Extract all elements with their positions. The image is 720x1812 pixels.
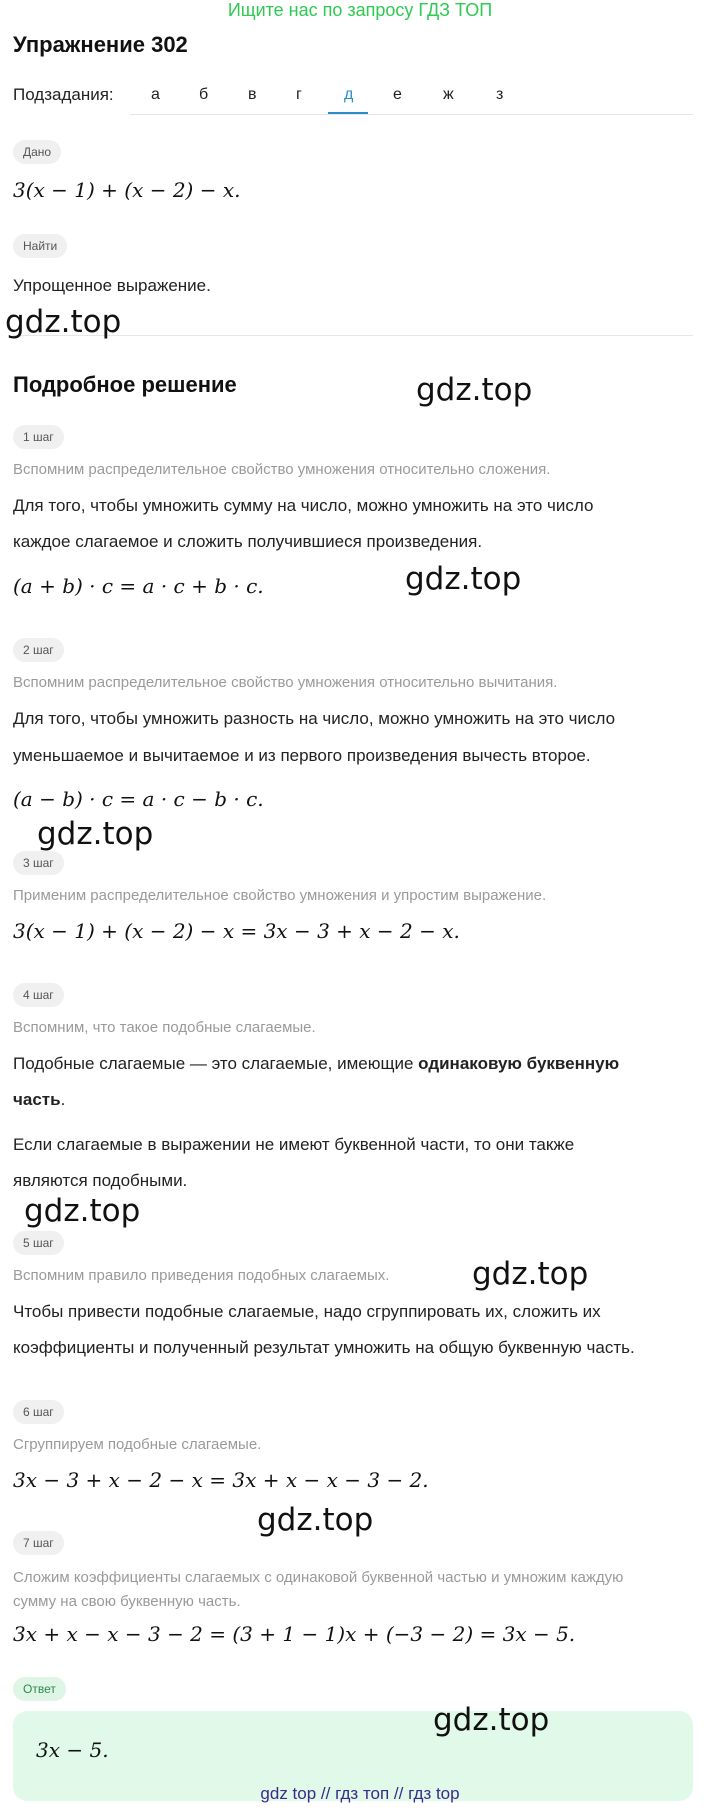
step-4-badge: 4 шаг	[13, 983, 64, 1007]
step-4-definition-line1	[13, 1046, 619, 1082]
answer-badge: Ответ	[13, 1677, 66, 1701]
step-5-badge: 5 шаг	[13, 1231, 64, 1255]
step-2-formula: (a − b) · c = a · c − b · c.	[13, 787, 264, 811]
tab-e[interactable]: е	[393, 86, 402, 103]
footer-links[interactable]: gdz top // гдз топ // гдз top	[260, 1784, 460, 1803]
watermark: gdz.top	[405, 561, 522, 597]
step-2-badge: 2 шаг	[13, 638, 64, 662]
tab-d[interactable]: д	[344, 86, 354, 103]
step-6-formula: 3x − 3 + x − 2 − x = 3x + x − x − 3 − 2.	[13, 1468, 429, 1492]
tab-zh[interactable]: ж	[443, 86, 454, 103]
tab-a[interactable]: а	[151, 86, 160, 103]
step-7-badge: 7 шаг	[13, 1531, 64, 1555]
subtasks-label: Подзадания:	[13, 85, 114, 104]
step-1-text-line1: Для того, чтобы умножить сумму на число, можно умножить на это число	[13, 496, 594, 515]
find-text: Упрощенное выражение.	[13, 276, 211, 295]
step-2-hint: Вспомним распределительное свойство умножения относительно вычитания.	[13, 674, 558, 691]
find-badge: Найти	[13, 234, 67, 258]
watermark: gdz.top	[37, 816, 154, 852]
watermark: gdz.top	[416, 372, 533, 408]
step-5-text-line2: коэффициенты и полученный результат умножить на общую буквенную часть.	[13, 1338, 635, 1357]
step-5-hint: Вспомним правило приведения подобных слагаемых.	[13, 1267, 390, 1284]
watermark: gdz.top	[24, 1193, 141, 1229]
step-1-badge: 1 шаг	[13, 425, 64, 449]
step-7-hint-line1: Сложим коэффициенты слагаемых с одинаковой буквенной частью и умножим каждую	[13, 1569, 624, 1586]
step-1-text-line2: каждое слагаемое и сложить получившиеся произведения.	[13, 532, 483, 551]
step-1-hint: Вспомним распределительное свойство умножения относительно сложения.	[13, 461, 551, 478]
step-4-note-line2: являются подобными.	[13, 1171, 188, 1190]
active-tab-indicator	[328, 112, 368, 114]
tabs-divider	[130, 114, 693, 115]
watermark: gdz.top	[433, 1702, 550, 1738]
search-banner: Ищите нас по запросу ГДЗ ТОП	[227, 0, 493, 20]
page-title: Упражнение 302	[13, 32, 188, 57]
step-3-formula: 3(x − 1) + (x − 2) − x = 3x − 3 + x − 2 − x.	[13, 919, 460, 943]
step-4-definition-bold: одинаковую буквенную	[418, 1054, 620, 1073]
step-4-hint: Вспомним, что такое подобные слагаемые.	[13, 1019, 316, 1036]
answer-expression: 3x − 5.	[36, 1738, 109, 1762]
step-4-definition-bold-2: часть	[13, 1090, 61, 1109]
given-badge: Дано	[13, 140, 61, 164]
step-7-hint-line2: сумму на свою буквенную часть.	[13, 1593, 241, 1610]
step-6-hint: Сгруппируем подобные слагаемые.	[13, 1436, 262, 1453]
step-4-definition-end: .	[60, 1090, 66, 1109]
tab-b[interactable]: б	[199, 86, 209, 103]
step-7-formula: 3x + x − x − 3 − 2 = (3 + 1 − 1)x + (−3 − 2) = 3x − 5.	[13, 1622, 576, 1646]
step-5-text-line1: Чтобы привести подобные слагаемые, надо сгруппировать их, сложить их	[13, 1302, 601, 1321]
step-6-badge: 6 шаг	[13, 1400, 64, 1424]
tab-z[interactable]: з	[496, 86, 504, 103]
watermark: gdz.top	[472, 1256, 589, 1292]
solution-title: Подробное решение	[13, 372, 237, 397]
step-4-definition-line2	[13, 1082, 65, 1118]
given-expression: 3(x − 1) + (x − 2) − x.	[13, 178, 241, 202]
step-4-note-line1: Если слагаемые в выражении не имеют буквенной части, то они также	[13, 1135, 575, 1154]
step-2-text-line2: уменьшаемое и вычитаемое и из первого произведения вычесть второе.	[13, 746, 591, 765]
step-4-definition-text: Подобные слагаемые — это слагаемые, имеющие	[13, 1054, 419, 1073]
tab-g[interactable]: г	[296, 86, 302, 103]
step-1-formula: (a + b) · c = a · c + b · c.	[13, 574, 264, 598]
step-3-badge: 3 шаг	[13, 851, 64, 875]
step-3-hint: Применим распределительное свойство умножения и упростим выражение.	[13, 887, 547, 904]
step-2-text-line1: Для того, чтобы умножить разность на число, можно умножить на это число	[13, 709, 616, 728]
watermark: gdz.top	[257, 1502, 374, 1538]
tab-v[interactable]: в	[248, 86, 257, 103]
watermark: gdz.top	[5, 304, 122, 340]
